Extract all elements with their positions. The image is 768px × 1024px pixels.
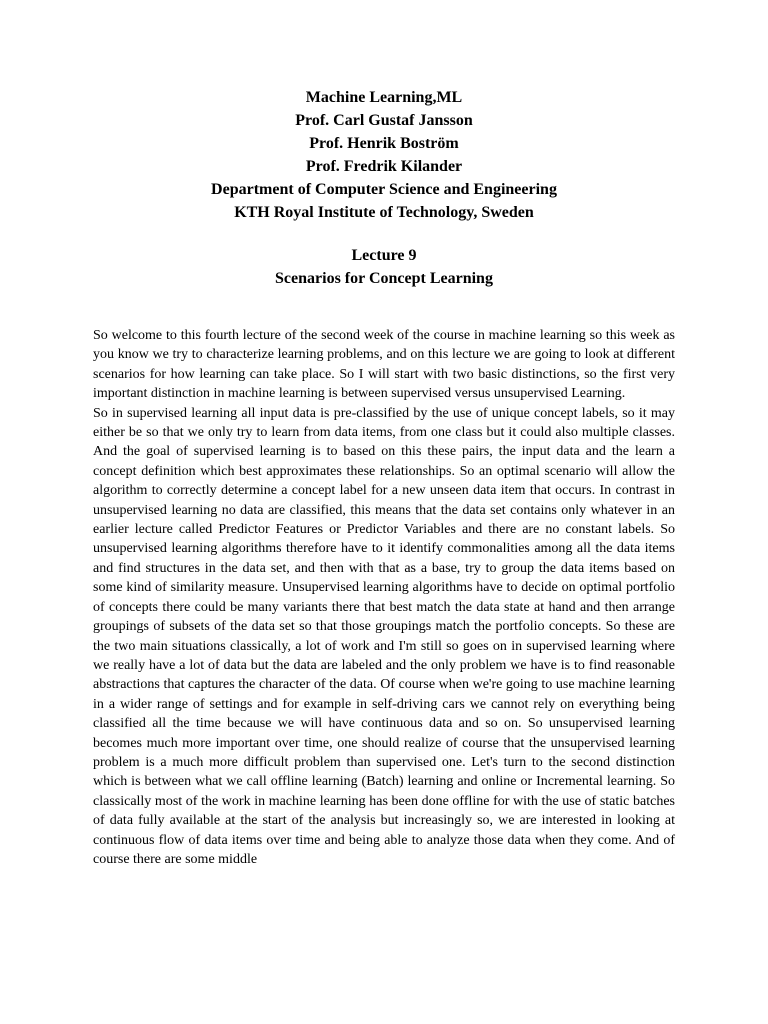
department-name: Department of Computer Science and Engineering — [211, 181, 557, 198]
professor-name: Prof. Fredrik Kilander — [305, 158, 463, 175]
lecture-transcript — [93, 326, 675, 869]
paragraph: So in supervised learning all input data is pre-classified by the use of unique concept labels, so it may either be so that we only try to learn from data items, from one class but it could also multiple classes. And the goal of supervised learning is to based on this these pairs, the input data and the learn a concept definition which best approximates these relationships. So an optimal scenario will allow the algorithm to correctly determine a concept label for a new unseen data item that occurs. In contrast in unsupervised learning no data are classified, this means that the data set contains only whatever in an earlier lecture called Predictor Features or Predictor Variables and there are no constant labels. So unsupervised learning algorithms therefore have to it identify commonalities among all the data items and find structures in the data set, and then with that as a base, try to group the data items based on some kind of similarity measure. Unsupervised learning algorithms have to decide on optimal portfolio of concepts there could be many variants there that best match the data state at hand and then arrange groupings of subsets of the data set so that those groupings match the portfolio concepts. So these are the two main situations classically, a lot of work and I'm still so goes on in supervised learning where we really have a lot of data but the data are labeled and the only problem we have is to find reasonable abstractions that captures the character of the data. Of course when we're going to use machine learning in a wider range of settings and for example in self-driving cars we cannot rely on everything being classified all the time because we will have continuous data and so on. So unsupervised learning becomes much more important over time, one should realize of course that the unsupervised learning problem is a much more difficult problem than supervised one. Let's turn to the second distinction which is between what we call offline learning (Batch) learning and online or Incremental learning. So classically most of the work in machine learning has been done offline for with the use of static batches of data fully available at the start of the analysis but increasingly so, we are interested in looking at continuous flow of data items over time and being able to analyze those data when they come. And of course there are some middle — [93, 405, 675, 867]
course-title: Machine Learning,ML — [305, 89, 463, 106]
lecture-heading — [0, 244, 768, 290]
professor-name: Prof. Henrik Boström — [309, 135, 459, 152]
paragraph: So welcome to this fourth lecture of the second week of the course in machine learning so this week as you know we try to characterize learning problems, and on this lecture we are going to look at different scenarios for how learning can take place. So I will start with two basic distinctions, so the first very important distinction in machine learning is between supervised versus unsupervised Learning. — [93, 328, 675, 402]
lecture-number: Lecture 9 — [351, 247, 417, 264]
lecture-title: Scenarios for Concept Learning — [275, 270, 493, 287]
professor-name: Prof. Carl Gustaf Jansson — [295, 112, 473, 129]
document-header — [0, 86, 768, 224]
institution-name: KTH Royal Institute of Technology, Sweden — [234, 204, 534, 221]
